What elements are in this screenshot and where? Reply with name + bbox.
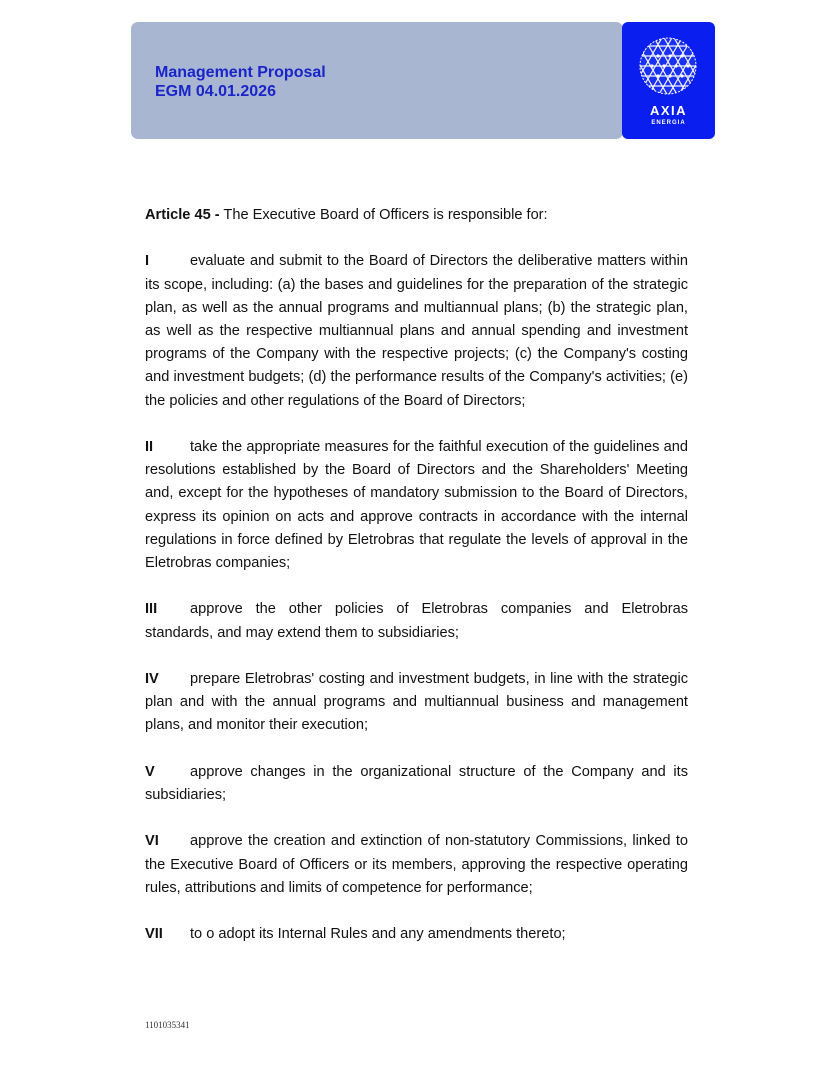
article-label: Article 45 - [145, 207, 220, 223]
article-item [145, 250, 688, 412]
item-text: approve the other policies of Eletrobras companies and Eletrobras standards, and may extend them to subsidiaries; [145, 601, 688, 641]
item-number: VI [145, 833, 159, 850]
article-heading [145, 204, 688, 227]
item-number: III [145, 601, 158, 618]
item-number: II [145, 439, 154, 455]
geodesic-globe-icon [638, 36, 698, 96]
document-title [155, 63, 326, 101]
item-text: approve the creation and extinction of non-statutory Commissions, linked to the Executive Board of Officers or its members, approving the respective operating rules, attributions and limits of competence for performance; [145, 833, 688, 896]
logo-subtitle: ENERGIA [651, 120, 686, 126]
item-number: IV [145, 671, 159, 687]
title-line-proposal: Management Proposal [155, 64, 326, 81]
article-item [145, 668, 688, 738]
item-text: to o adopt its Internal Rules and any amendments thereto; [190, 926, 566, 943]
item-text: evaluate and submit to the Board of Directors the deliberative matters within its scope, including: (a) the bases and guidelines for the preparation of the strategic plan, as well as the annual programs and multiannual plans; (b) the strategic plan, as well as the respective multiannual plans and annual spending and investment programs of the Company with the respective projects; (c) the Company's costing and investment budgets; (d) the performance results of the Company's activities; (e) the policies and other regulations of the Board of Directors; [145, 253, 688, 409]
item-number: VII [145, 926, 163, 943]
item-number: V [145, 763, 155, 780]
article-item [145, 436, 688, 575]
header-banner [131, 22, 623, 139]
item-text: prepare Eletrobras' costing and investment budgets, in line with the strategic plan and with the annual programs and multiannual business and management plans, and monitor their execution; [145, 671, 688, 734]
article-item [145, 598, 688, 644]
document-id: 1101035341 [145, 1020, 190, 1030]
article-item [145, 923, 688, 946]
logo-wordmark: AXIA [649, 103, 688, 118]
article-intro: The Executive Board of Officers is responsible for: [219, 207, 548, 223]
article-body [145, 204, 688, 970]
item-text: approve changes in the organizational structure of the Company and its subsidiaries; [145, 763, 688, 803]
company-logo [622, 22, 715, 139]
title-line-meeting-date: EGM 04.01.2026 [155, 83, 276, 100]
article-item [145, 830, 688, 900]
item-number: I [145, 253, 150, 270]
item-text: take the appropriate measures for the faithful execution of the guidelines and resolutions established by the Board of Directors and the Shareholders' Meeting and, except for the hypotheses of mandatory submission to the Board of Directors, express its opinion on acts and approve contracts in accordance with the internal regulations in force defined by Eletrobras that regulate the levels of approval in the Eletrobras companies; [145, 439, 688, 572]
article-item [145, 761, 688, 807]
